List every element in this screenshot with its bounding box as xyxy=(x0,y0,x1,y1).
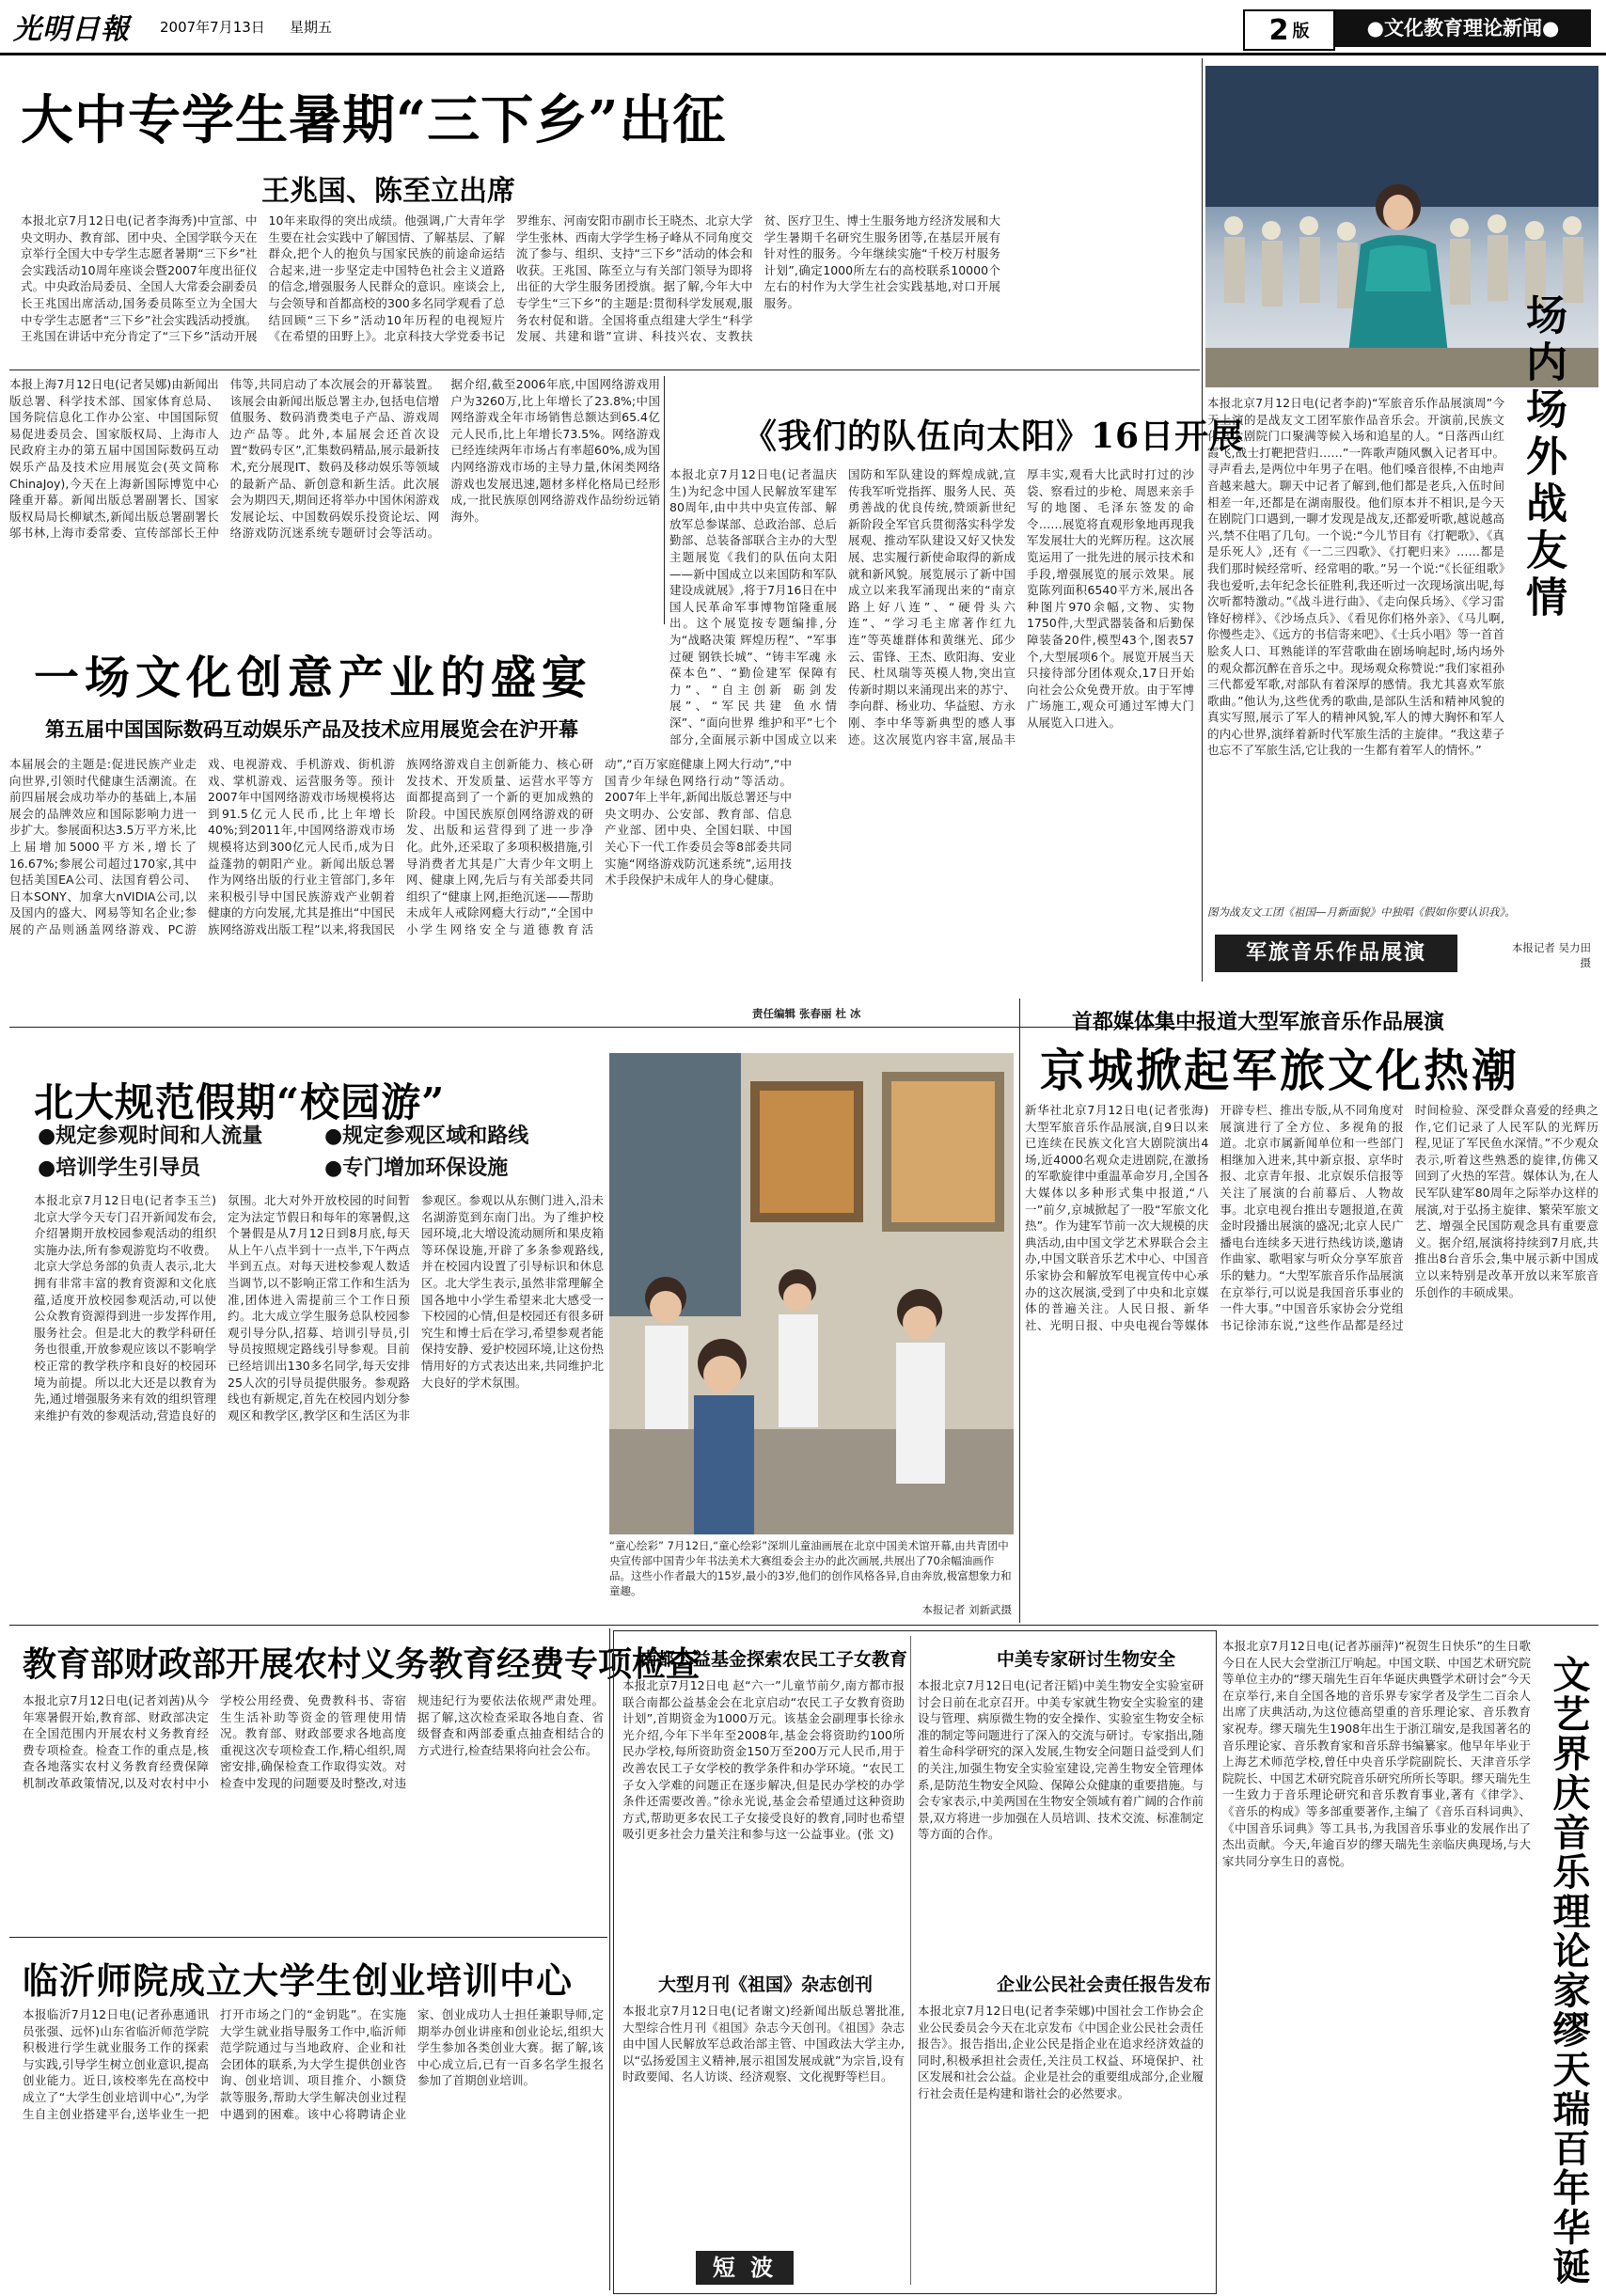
a13-body: 本报北京7月12日电(记者苏丽萍)“祝贺生日快乐”的生日歌今日在人民大会堂浙江厅响起。中国文联、中国艺术研究院等单位主办的“缪天瑞先生百年华诞庆典暨学术研讨会”今天在京举行,来自全国各地的音乐界专家学者及学生二百余人出席了庆典活动,为这位德高望重的音乐理论家、音乐教育家祝寿。缪天瑞先生1908年出生于浙江瑞安,是我国著名的音乐理论家、音乐教育家和音乐辞书编纂家。他早年毕业于上海艺术师范学校,曾任中央音乐学院副院长、天津音乐学院院长、中国艺术研究院音乐研究所所长等职。缪天瑞先生一生致力于音乐理论研究和音乐教育事业,著有《律学》、《音乐的构成》等多部重要著作,主编了《音乐百科词典》、《中国音乐词典》等工具书,为我国音乐事业的发展作出了杰出贡献。今天,年逾百岁的缪天瑞先生亲临庆典现场,与大家共同分享生日的喜悦。 xyxy=(1222,1639,1531,1868)
issue-weekday: 星期五 xyxy=(290,19,333,36)
rule-a5-left xyxy=(1019,999,1020,1623)
a5-headline: 京城掀起军旅文化热潮 xyxy=(1040,1045,1520,1097)
a3-body: 本报北京7月12日电(记者温庆生)为纪念中国人民解放军建军80周年,由中共中央宣传部、解放军总参谋部、总政治部、总后勤部、总装备部联合主办的大型主题展览《我们的队伍向太阳——新中国成立以来国防和军队建设成就展》,将于7月16日在中国人民革命军事博物馆隆重展出。这个展览按专题编排,分为“战略决策 辉煌历程”、“军事过硬 钢铁长城”、“铸丰军魂 永葆本色”、“勤俭建军 保障有力”、“自主创新 砺剑发展”、“军民共建 鱼水情深”、“面向世界 维护和平”七个部分,全面展示新中国成立以来国防和军队建设的辉煌成就,宣传我军听党指挥、服务人民、英勇善战的优良传统,赞颂新世纪新阶段全军官兵贯彻落实科学发展观、推动军队建设又好又快发展、忠实履行新使命取得的新成就和新风貌。展览展示了新中国成立以来我军涌现出来的“南京路上好八连”、“硬骨头六连”、“学习毛主席著作红九连”等英雄群体和黄继光、邱少云、雷锋、王杰、欧阳海、安业民、杜凤瑞等英模人物,突出宣传新时期以来涌现出来的苏宁、李向群、杨业功、华益慰、方永刚、李中华等新典型的感人事迹。这次展览内容丰富,展品丰厚丰实,观看大比武时打过的沙袋、察看过的步枪、周恩来亲手写的地图、毛泽东签发的命令……展览将直观形象地再现我军发展壮大的光辉历程。这次展览运用了一批先进的展示技术和手段,增强展览的展示效果。展览陈列面积6540平方米,展出各种图片970余幅,文物、实物1750件,大型武器装备和后勤保障装备20件,模型43个,图表57个,大型展项6个。展览开展当天只接待部分团体观众,17日开始向社会公众免费开放。由于军博广场施工,观众可通过军博大门从展览入口进入。 xyxy=(669,467,1194,747)
a7-body: 本报北京7月12日电(记者刘茜)从今年寒暑假开始,教育部、财政部决定在全国范围内开展农村义务教育经费专项检查。检查工作的重点是,核查各地落实农村义务教育经费保障机制改革政策情况,以及对农村中小学校公用经费、免费教科书、寄宿生生活补助等资金的管理使用情况。教育部、财政部要求各地高度重视这次专项检查工作,精心组织,周密安排,确保检查工作取得实效。对检查中发现的问题要及时整改,对违规违纪行为要依法依规严肃处理。据了解,这次检查采取各地自查、省级督查和两部委重点抽查相结合的方式进行,检查结果将向社会公布。 xyxy=(23,1693,604,1790)
a11-headline: 大型月刊《祖国》杂志创刊 xyxy=(658,1974,874,1995)
children-gallery-photo xyxy=(609,1053,1014,1534)
rule-briefs-mid xyxy=(910,1636,911,2285)
rule-a8-right xyxy=(609,1628,610,2290)
page-number-box xyxy=(1243,9,1335,51)
a5-body: 新华社北京7月12日电(记者张海)大型军旅音乐作品展演,自9日以来已连续在民族文化宫大剧院演出4场,近4000名观众走进剧院,在激扬的军歌旋律中重温革命岁月,全国各大媒体以多种形式集中报道,“八一”前夕,京城掀起了一股“军旅文化热”。作为建军节前一次大规模的庆典活动,由中国文学艺术界联合会主办,中国文联音乐艺术中心、中国音乐家协会和解放军电视宣传中心承办的这次展演,受到了中央和北京媒体的普遍关注。人民日报、新华社、光明日报、中央电视台等媒体开辟专栏、推出专版,从不同角度对展演进行了全方位、多视角的报道。北京市属新闻单位和一些部门相继加入进来,其中新京报、京华时报、北京青年报、北京娱乐信报等关注了展演的台前幕后、人物故事。北京电视台推出专题报道,在黄金时段播出展演的盛况;北京人民广播电台连续多天进行热线访谈,邀请作曲家、歌唱家与听众分享军旅音乐的魅力。“大型军旅音乐作品展演在京举行,可以说是我国音乐事业的一件大事。”中国音乐家协会分党组书记徐沛东说,“这些作品都是经过时间检验、深受群众喜爱的经典之作,它们记录了人民军队的光辉历程,见证了军民鱼水深情。”不少观众表示,听着这些熟悉的旋律,仿佛又回到了火热的军营。媒体认为,在人民军队建军80周年之际举办这样的展演,对于弘扬主旋律、繁荣军旅文艺、增强全民国防观念具有重要意义。据介绍,展演将持续到7月底,共推出8台音乐会,集中展示新中国成立以来特别是改革开放以来军旅音乐创作的丰硕成果。 xyxy=(1025,1103,1598,1332)
a4-body: 本报北京7月12日电(记者李韵)“军旅音乐作品展演周”今天上演的是战友文工团军旅作品音乐会。开演前,民族文化宫大剧院门口聚满等候入场和追星的人。“日落西山红霞飞,战士打靶把营归……”一阵歌声随风飘入记者耳中。寻声看去,是两位中年男子在唱。他们嗓音很棒,不由地声音越来越大。聊天中记者了解到,他们都是老兵,入伍时间相差一年,还都是在湖南服役。他们原本并不相识,是今天在剧院门口遇到,一聊才发现是战友,还都爱听歌,越说越高兴,禁不住唱了几句。一个说:“今儿节目有《打靶歌》、《真是乐死人》,还有《一二三四歌》、《打靶归来》……都是我们那时候经常听、经常唱的歌。”另一个说:“《长征组歌》我也爱听,去年纪念长征胜利,我还听过一次现场演出呢,每次听都特激动。”《战斗进行曲》、《走向保兵场》、《学习雷锋好榜样》、《沙场点兵》、《看见你们格外亲》、《马儿啊,你慢些走》、《远方的书信寄来吧》、《士兵小唱》等一首首脍炙人口、耳熟能详的军营歌曲在剧场响起时,场内场外的观众都沉醉在音乐之中。现场观众称赞说:“我们家祖孙三代都爱军歌,对部队有着深厚的感情。我尤其喜欢军旅歌曲。”他认为,这些优秀的歌曲,是部队生活和精神风貌的真实写照,展示了军人的精神风貌,军人的博大胸怀和军人的内心世界,演绎着新时代军旅生活的主旋律。“我这辈子也忘不了军旅生活,它让我的一生都有着军人的情怀。” xyxy=(1207,396,1504,758)
a11-body: 本报北京7月12日电(记者谢文)经新闻出版总署批准,大型综合性月刊《祖国》杂志今天创刊。《祖国》杂志由中国人民解放军总政治部主管、中国政法大学主办,以“弘扬爱国主义精神,展示祖国发展成就”为宗旨,设有时政要闻、名人访谈、经济观察、文化视野等栏目。 xyxy=(622,2004,905,2084)
a9-headline: 南都公益基金探索农民工子女教育 xyxy=(639,1649,908,1670)
a6-bullet-3: ●培训学生引导员 xyxy=(38,1156,201,1180)
a6-headline: 北大规范假期“校园游” xyxy=(34,1079,446,1125)
brief-label: 短 波 xyxy=(696,2251,794,2285)
a6-photo-caption: “童心绘彩” 7月12日,“童心绘彩”深圳儿童油画展在北京中国美术馆开幕,由共青团中央宣传部中国青少年书法美术大赛组委会主办的此次画展,共展出了70余幅油画作品。这些小作者最大的15岁,最小的3岁,他们的创作风格各异,自由奔放,极富想象力和童趣。 xyxy=(609,1539,1012,1597)
a6-bullet-4: ●专门增加环保设施 xyxy=(324,1156,509,1180)
a6-bullet-2: ●规定参观区域和路线 xyxy=(324,1124,529,1148)
a12-body: 本报北京7月12日电(记者李荣娜)中国社会工作协会企业公民委员会今天在北京发布《中国企业公民社会责任报告》。报告指出,企业公民是指企业在追求经济效益的同时,积极承担社会责任,关注员工权益、环境保护、社区发展和社会公益。企业是社会的重要组成部分,企业履行社会责任是构建和谐社会的必然要求。 xyxy=(918,2004,1204,2100)
a4-photo-credit: 本报记者 吴力田摄 xyxy=(1511,941,1591,969)
a2-subheadline: 第五届中国国际数码互动娱乐产品及技术应用展览会在沪开幕 xyxy=(45,718,578,741)
a2-top-body: 本报上海7月12日电(记者吴娜)由新闻出版总署、科学技术部、国家体育总局、国务院信息化工作办公室、中国国际贸易促进委员会、国家版权局、上海市人民政府主办的第五届中国国际数码互动娱乐产品及技术应用展览会(英文简称ChinaJoy),今天在上海新国际博览中心隆重开幕。新闻出版总署副署长、国家版权局局长柳斌杰,新闻出版总署副署长邬书林,上海市委常委、宣传部部长王仲伟等,共同启动了本次展会的开幕装置。该展会由新闻出版总署主办,包括电信增值服务、数码消费类电子产品、游戏周边产品等。此外,本届展会还首次设置“数码专区”,汇集数码精品,展示最新技术,充分展现IT、数码及移动娱乐等领域的最新产品、新创意和新生活。此次展会为期四天,期间还将举办中国休闲游戏发展论坛、中国数码娱乐投资论坛、网络游戏防沉迷系统专题研讨会等活动。据介绍,截至2006年底,中国网络游戏用户为3260万,比上年增长了23.8%;中国网络游戏全年市场销售总额达到65.4亿元人民币,比上年增长73.5%。网络游戏已经连续两年市场占有率超60%,成为国内网络游戏市场的主导力量,休闲类网络游戏也发展迅速,题材多样化格局已经形成,一批民族原创网络游戏作品纷纷远销海外。 xyxy=(9,377,660,541)
a1-body: 本报北京7月12日电(记者李海秀)中宣部、中央文明办、教育部、团中央、全国学联今天在京举行全国大中专学生志愿者暑期“三下乡”社会实践活动10周年座谈会暨2007年度出征仪式。中央政治局委员、全国人大常委会副委员长王兆国出席活动,国务委员陈至立为全国大中专学生志愿者“三下乡”社会实践活动授旗。王兆国在讲话中充分肯定了“三下乡”活动开展10年来取得的突出成绩。他强调,广大青年学生要在社会实践中了解国情、了解基层、了解群众,把个人的抱负与国家民族的前途命运结合起来,进一步坚定走中国特色社会主义道路的信念,增强服务人民群众的意识。座谈会上,与会领导和首都高校的300多名同学观看了总结回顾“三下乡”活动10年历程的电视短片《在希望的田野上》。北京科技大学党委书记罗维东、河南安阳市副市长王晓杰、北京大学学生张林、西南大学学生杨子峰从不同角度交流了参与、组织、支持“三下乡”活动的体会和收获。王兆国、陈至立与有关部门领导为即将出征的大学生服务团授旗。据了解,今年大中专学生“三下乡”的主题是:贯彻科学发展观,服务农村促和谐。全国将重点组建大学生“科学发展、共建和谐”宣讲、科技兴农、支教扶贫、医疗卫生、博士生服务地方经济发展和大学生暑期千名研究生服务团等,在基层开展有针对性的服务。今年继续实施“千校万村服务计划”,确定1000所左右的高校联系10000个左右的村作为大学生社会实践基地,对口开展服务。 xyxy=(21,213,1000,344)
a10-body: 本报北京7月12日电(记者汪韬)中美生物安全实验室研讨会日前在北京召开。中美专家就生物安全实验室的建设与管理、病原微生物的安全操作、实验室生物安全标准的制定等问题进行了深入的交流与研讨。专家指出,随着生命科学研究的深入发展,生物安全问题日益受到人们的关注,加强生物安全实验室建设,完善生物安全管理体系,是防范生物安全风险、保障公众健康的重要措施。与会专家表示,中美两国在生物安全领域有着广阔的合作前景,双方将进一步加强在人员培训、技术交流、标准制定等方面的合作。 xyxy=(918,1678,1204,1842)
a10-headline: 中美专家研讨生物安全 xyxy=(997,1649,1176,1670)
a4-vertical-headline: 场内场外战友情 xyxy=(1519,293,1567,622)
a2-headline: 一场文化创意产业的盛宴 xyxy=(34,652,593,704)
a4-photo-caption: 图为战友文工团《祖国—月新面貌》中独唱《假如你要认识我》。 xyxy=(1207,905,1516,919)
rule-a2-a3 xyxy=(664,376,665,624)
rule-right-col xyxy=(1202,58,1203,982)
a9-body: 本报北京7月12日电 赵“六一”儿童节前夕,南方都市报联合南都公益基金会在北京启动“农民工子女教育资助计划”,首期资金为1000万元。该基金会副理事长徐永光介绍,今年下半年至2008年,基金会将资助约100所民办学校,每所资助资金150万至200万元人民币,用于改善农民工子女学校的教学条件和办学环境。“农民工子女入学难的问题正在逐步解决,但是民办学校的办学条件还需要改善。”徐永光说,基金会希望通过这种资助方式,帮助更多农民工子女接受良好的教育,同时也希望吸引更多社会力量关注和参与这一公益事业。(张 文) xyxy=(622,1678,905,1842)
a8-headline: 临沂师院成立大学生创业培训中心 xyxy=(23,1959,574,2002)
a12-headline: 企业公民社会责任报告发布 xyxy=(997,1974,1212,1995)
a6-editor-line: 责任编辑 张春丽 杜 冰 xyxy=(752,1007,861,1020)
a5-kicker: 首都媒体集中报道大型军旅音乐作品展演 xyxy=(1072,1011,1445,1034)
masthead xyxy=(0,0,1606,56)
rule-a6-bottom xyxy=(9,1625,1598,1626)
a13-vertical-headline: 文艺界庆音乐理论家缪天瑞百年华诞 xyxy=(1547,1655,1591,2287)
issue-date: 2007年7月13日 xyxy=(160,19,265,36)
a4-banner: 军旅音乐作品展演 xyxy=(1215,935,1457,972)
a6-body: 本报北京7月12日电(记者李玉兰)北京大学今天专门召开新闻发布会,介绍暑期开放校园参观活动的组织实施办法,所有参观游览均不收费。北京大学总务部的负责人表示,北大拥有非常丰富的教育资源和文化底蕴,适度开放校园参观活动,可以使公众教育资源得到进一步发挥作用,服务社会。但是北大的教学科研任务也很重,开放参观应该以不影响学校正常的教学秩序和良好的校园环境为前提。所以北大还是以教育为先,通过增强服务来有效的组织管理来维护有效的参观活动,营造良好的氛围。北大对外开放校园的时间暂定为法定节假日和每年的寒暑假,这个暑假是从7月12日到8月底,每天从上午八点半到十一点半,下午两点半到五点。对每天进校参观人数适当调节,以不影响正常工作和生活为准,团体进入需提前三个工作日预约。北大成立学生服务总队校园参观引导分队,招募、培训引导员,引导员按照规定路线引导参观。目前已经培训出130多名同学,每天安排25人次的引导员提供服务。参观路线也有新规定,首先在校园内划分参观区和教学区,教学区和生活区为非参观区。参观以从东侧门进入,沿未名湖游览到东南门出。为了维护校园环境,北大增设流动厕所和果皮箱等环保设施,开辟了多条参观路线,并在校园内设置了引导标识和休息区。北大学生表示,虽然非常理解全国各地中小学生希望来北大感受一下校园的心情,但是校园还有很多研究生和博士后在学习,希望参观者能保持安静、爱护校园环境,让这份热情用好的方式表达出来,共同维护北大良好的学术氛围。 xyxy=(34,1193,604,1423)
rule-a3-bottom xyxy=(9,1027,1200,1028)
a6-bullets xyxy=(38,1121,606,1185)
newspaper-logo: 光明日報 xyxy=(13,13,130,46)
rule-a7-bottom xyxy=(9,1937,607,1938)
a1-subheadline: 王兆国、陈至立出席 xyxy=(261,175,515,208)
a6-bullet-1: ●规定参观时间和人流量 xyxy=(38,1124,263,1148)
a2-body: 本届展会的主题是:促进民族产业走向世界,引领时代健康生活潮流。在前四届展会成功举办的基础上,本届展会的品牌效应和国际影响力进一步扩大。参展面积达3.5万平方米,比上届增加5000平方米,增长了16.67%;参展公司超过170家,其中包括美国EA公司、法国育碧公司、日本SONY、加拿大nVIDIA公司,以及国内的盛大、网易等知名企业;参展的产品则涵盖网络游戏、PC游戏、电视游戏、手机游戏、街机游戏、掌机游戏、运营服务等。预计2007年中国网络游戏市场规模将达到91.5亿元人民币,比上年增长40%;到2011年,中国网络游戏市场规模将达到300亿元人民币,成为日益蓬勃的朝阳产业。新闻出版总署作为网络出版的行业主管部门,多年来积极引导中国民族游戏产业朝着健康的方向发展,尤其是推出“中国民族网络游戏出版工程”以来,将我国民族网络游戏自主创新能力、核心研发技术、开发质量、运营水平等方面都提高到了一个新的更加成熟的阶段。中国民族原创网络游戏的研发、出版和运营得到了进一步净化。此外,还采取了多项积极措施,引导消费者尤其是广大青少年文明上网、健康上网,先后与有关部委共同组织了“健康上网,拒绝沉迷——帮助未成年人戒除网瘾大行动”,“全国中小学生网络安全与道德教育活动”,“百万家庭健康上网大行动”,“中国青少年绿色网络行动”等活动。2007年上半年,新闻出版总署还与中央文明办、公安部、教育部、信息产业部、团中央、全国妇联、中国关心下一代工作委员会等8部委共同实施“网络游戏防沉迷系统”,运用技术手段保护未成年人的身心健康。 xyxy=(9,757,792,936)
page-unit: 版 xyxy=(1292,22,1310,41)
a3-headline: 《我们的队伍向太阳》16日开展 xyxy=(743,417,1245,456)
a8-body: 本报临沂7月12日电(记者孙惠通讯员张强、远怀)山东省临沂师范学院积极进行学生就业服务工作的探索与实践,引导学生树立创业意识,提高创业能力。近日,该校率先在高校中成立了“大学生创业培训中心”,为学生自主创业搭建平台,送毕业生一把打开市场之门的“金钥匙”。在实施大学生就业指导服务工作中,临沂师范学院通过与当地政府、企业和社会团体的联系,为大学生提供创业咨询、创业培训、项目推介、小额贷款等服务,帮助大学生解决创业过程中遇到的困难。该中心将聘请企业家、创业成功人士担任兼职导师,定期举办创业讲座和创业论坛,组织大学生参加各类创业大赛。据了解,该中心成立后,已有一百多名学生报名参加了首期创业培训。 xyxy=(23,2007,604,2121)
a6-photo-credit: 本报记者 刘新武摄 xyxy=(921,1603,1012,1616)
a1-headline: 大中专学生暑期“三下乡”出征 xyxy=(21,89,727,151)
section-title: ●文化教育理论新闻● xyxy=(1335,9,1591,47)
a7-headline: 教育部财政部开展农村义务教育经费专项检查 xyxy=(23,1644,701,1684)
page-number: 2 xyxy=(1268,13,1289,47)
masthead-rule xyxy=(0,53,1606,55)
children-gallery-photo-image xyxy=(609,1053,1014,1534)
